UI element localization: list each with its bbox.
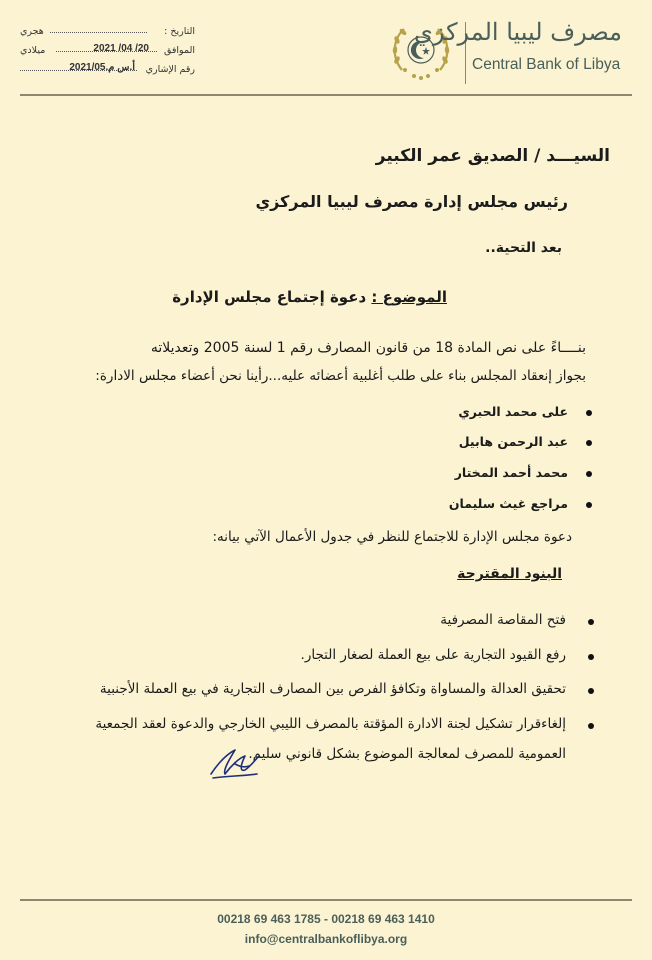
list-item: فتح المقاصة المصرفية (440, 612, 594, 628)
list-item: محمد أحمد المختار (455, 465, 592, 480)
date-label: التاريخ : (164, 26, 195, 37)
date-blank (50, 32, 147, 33)
footer-divider (20, 899, 632, 901)
greeting: بعد التحية.. (485, 240, 562, 256)
agenda-item-4-continued: العمومية للمصرف لمعالجة الموضوع بشكل قانوني سليم. (248, 746, 566, 762)
paragraph-line-1: بنــــاءً على نص المادة 18 من قانون المصارف رقم 1 لسنة 2005 وتعديلاته (150, 340, 586, 356)
reference-value: أ.س م.2021/05 (69, 62, 135, 73)
reference-label: رقم الإشاري (145, 64, 195, 75)
footer-phone-numbers: 00218 69 463 1785 - 00218 69 463 1410 (217, 912, 435, 926)
list-item: تحقيق العدالة والمساواة وتكافؤ الفرص بين المصارف التجارية في بيع العملة الأجنبية (100, 681, 594, 697)
handwritten-signature (205, 740, 265, 784)
agenda-title: البنود المقترحة (457, 566, 562, 582)
invitation-line: دعوة مجلس الإدارة للاجتماع للنظر في جدول الأعمال الآتي بيانه: (212, 529, 572, 545)
list-item: رفع القيود التجارية على بيع العملة لصغار التجار. (301, 647, 594, 663)
corresponding-unit: ميلادي (20, 45, 46, 56)
header-divider (20, 94, 632, 96)
list-item: على محمد الحبري (458, 404, 592, 419)
bank-logo (382, 12, 622, 84)
corresponding-label: الموافق (163, 45, 195, 56)
list-item: عبد الرحمن هابيل (459, 434, 592, 449)
date-unit: هجري (20, 26, 44, 37)
reference-row (20, 62, 195, 81)
list-item: إلغاءقرار تشكيل لجنة الادارة المؤقتة بالمصرف الليبي الخارجي والدعوة لعقد الجمعية (95, 716, 594, 732)
addressee-name: السيـــد / الصديق عمر الكبير (375, 146, 610, 166)
subject-text: دعوة إجتماع مجلس الإدارة (172, 288, 367, 306)
paragraph-line-2: بجواز إنعقاد المجلس بناء على طلب أغلبية أعضائه عليه...رأينا نحن أعضاء مجلس الادارة: (95, 368, 586, 384)
bank-name-english: Central Bank of Libya (472, 56, 621, 73)
date-row (20, 24, 195, 43)
corresponding-date-value: 2021 /04 /20 (93, 43, 149, 54)
footer-email: info@centralbankoflibya.org (244, 932, 408, 946)
reference-fields (20, 24, 195, 81)
addressee-title: رئيس مجلس إدارة مصرف ليبيا المركزي (255, 192, 568, 211)
subject-label: الموضوع : (371, 288, 447, 306)
corresponding-date-row (20, 43, 195, 62)
subject-line (172, 288, 447, 306)
bank-name-arabic: مصرف ليبيا المركزي (414, 18, 622, 46)
list-item: مراجع غيث سليمان (449, 496, 592, 511)
